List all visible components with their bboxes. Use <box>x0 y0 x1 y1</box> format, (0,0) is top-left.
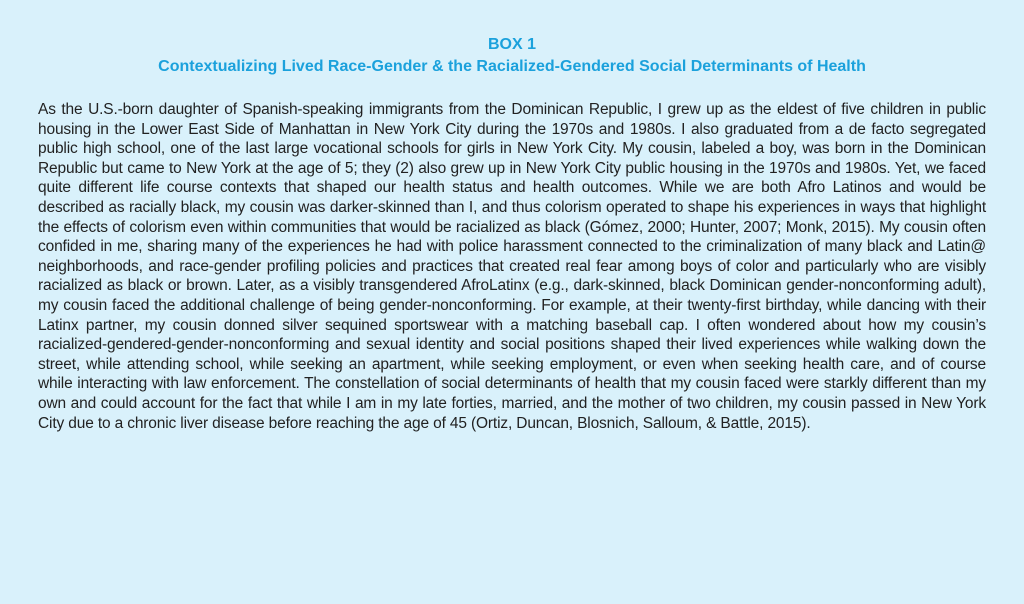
box-title: Contextualizing Lived Race-Gender & the Racialized-Gendered Social Determinants of Health <box>158 58 866 75</box>
box-body-paragraph: As the U.S.-born daughter of Spanish-speaking immigrants from the Dominican Republic, I grew up as the eldest of five children in public housing in the Lower East Side of Manhattan in New York City during the 1970s and 1980s. I also graduated from a de facto segregated public high school, one of the last large vocational schools for girls in New York City. My cousin, labeled a boy, was born in the Dominican Republic but came to New York at the age of 5; they (2) also grew up in New York City public housing in the 1970s and 1980s. Yet, we faced quite different life course contexts that shaped our health status and health outcomes. While we are both Afro Latinos and would be described as racially black, my cousin was darker-skinned than I, and thus colorism operated to shape his experiences in ways that highlight the effects of colorism even within communities that would be racialized as black (Gómez, 2000; Hunter, 2007; Monk, 2015). My cousin often confided in me, sharing many of the experiences he had with police harassment connected to the criminalization of many black and Latin@ neighborhoods, and race-gender profiling policies and practices that created real fear among boys of color and particularly who are visibly racialized as black or brown. Later, as a visibly transgendered AfroLatinx (e.g., dark-skinned, black Dominican gender-nonconforming adult), my cousin faced the additional challenge of being gender-nonconforming. For example, at their twenty-first birthday, while dancing with their Latinx partner, my cousin donned silver sequined sportswear with a matching baseball cap. I often wondered about how my cousin’s racialized-gendered-gender-nonconforming and sexual identity and social positions shaped their lived experiences while walking down the street, while attending school, while seeking an apartment, while seeking employment, or even when seeking health care, and of course while interacting with law enforcement. The constellation of social determinants of health that my cousin faced were starkly different than my own and could account for the fact that while I am in my late forties, married, and the mother of two children, my cousin passed in New York City due to a chronic liver disease before reaching the age of 45 (Ortiz, Duncan, Blosnich, Salloum, & Battle, 2015). <box>38 101 986 432</box>
box-label: BOX 1 <box>487 36 536 53</box>
